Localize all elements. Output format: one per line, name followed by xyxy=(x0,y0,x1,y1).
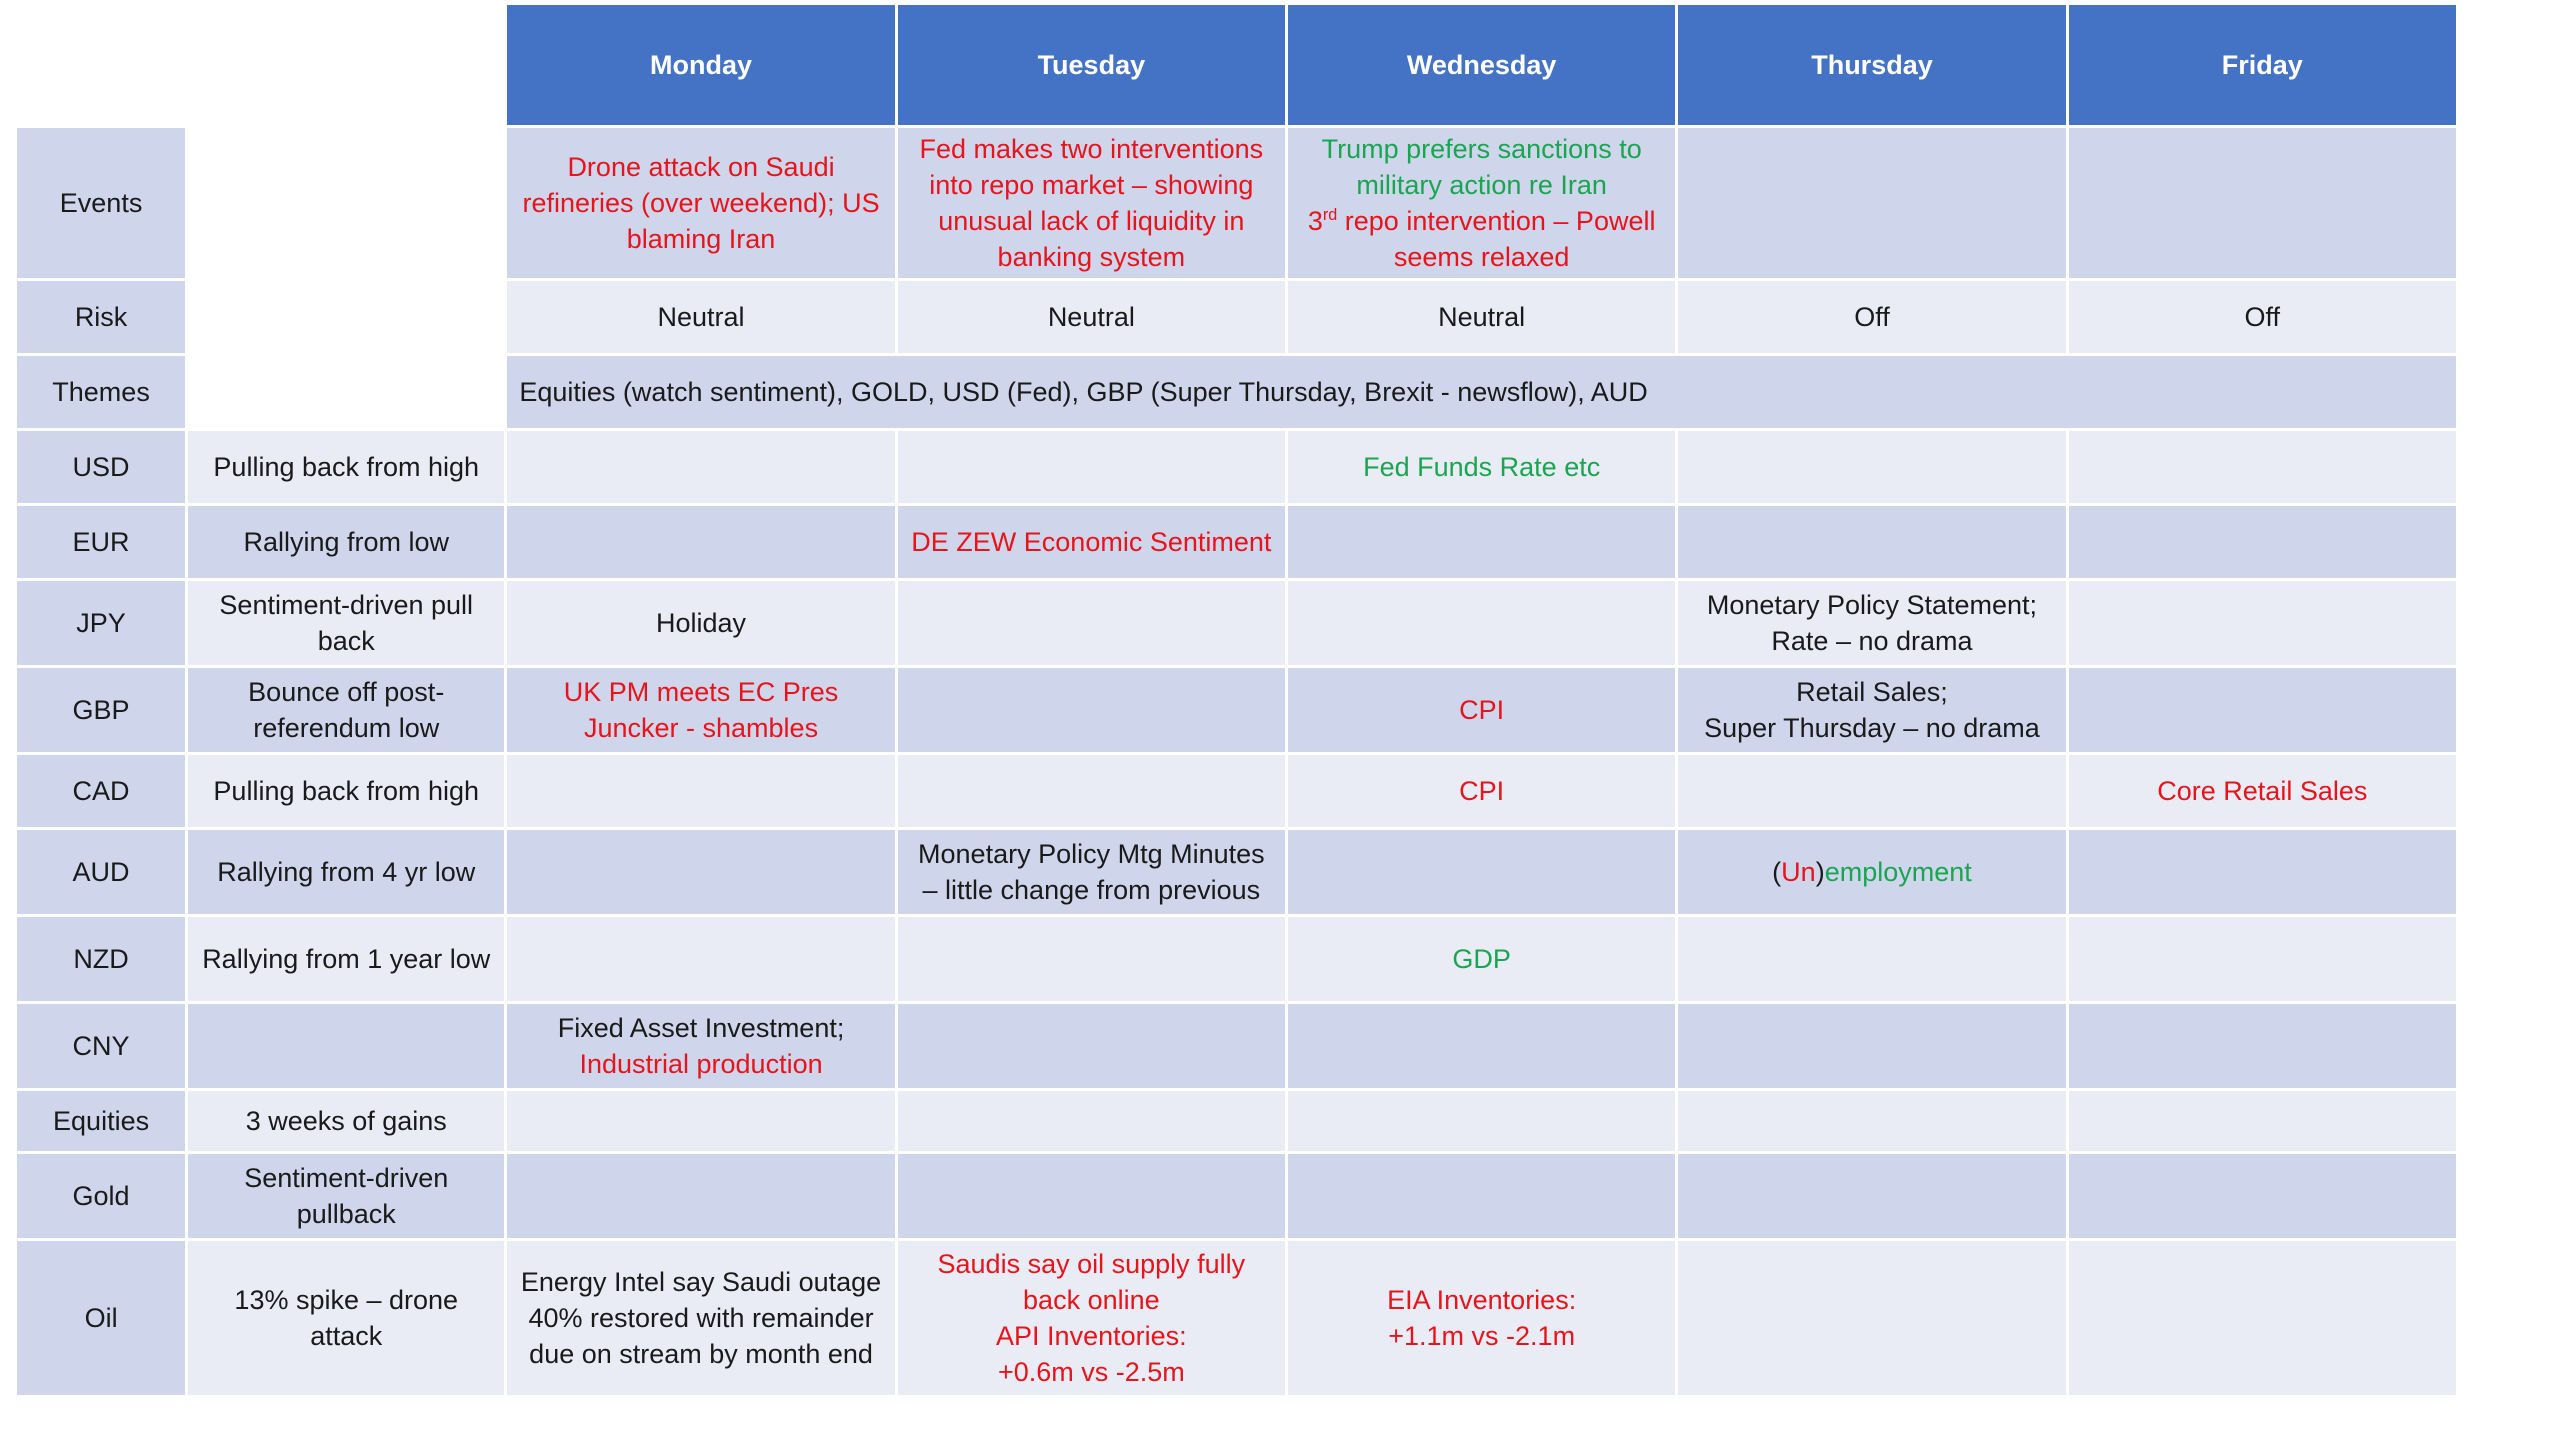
row-label-gbp: GBP xyxy=(17,668,185,752)
cny-monday-fai: Fixed Asset Investment; xyxy=(557,1013,845,1043)
row-label-eur: EUR xyxy=(17,506,185,578)
gbp-wednesday: CPI xyxy=(1288,668,1675,752)
gold-trend: Sentiment-driven pullback xyxy=(188,1154,504,1238)
nzd-row xyxy=(17,917,2456,1001)
row-label-gold: Gold xyxy=(17,1154,185,1238)
day-header-wednesday: Wednesday xyxy=(1288,5,1675,125)
cny-row xyxy=(17,1004,2456,1088)
row-label-cny: CNY xyxy=(17,1004,185,1088)
themes-row xyxy=(17,356,2456,428)
cny-trend xyxy=(188,1004,504,1088)
jpy-monday: Holiday xyxy=(507,581,894,665)
oil-tuesday: Saudis say oil supply fully back online API Inventories: +0.6m vs -2.5m xyxy=(898,1241,1285,1395)
gold-row xyxy=(17,1154,2456,1238)
aud-thursday: (Un)employment xyxy=(1678,830,2065,914)
row-label-equities: Equities xyxy=(17,1091,185,1151)
day-header-friday: Friday xyxy=(2069,5,2456,125)
day-header-tuesday: Tuesday xyxy=(898,5,1285,125)
oil-wednesday: EIA Inventories: +1.1m vs -2.1m xyxy=(1288,1241,1675,1395)
gbp-monday: UK PM meets EC Pres Juncker - shambles xyxy=(507,668,894,752)
themes-text: Equities (watch sentiment), GOLD, USD (Fed), GBP (Super Thursday, Brexit - newsflow), AUD xyxy=(507,356,2456,428)
row-label-aud: AUD xyxy=(17,830,185,914)
row-label-events: Events xyxy=(17,128,185,278)
row-label-jpy: JPY xyxy=(17,581,185,665)
jpy-trend: Sentiment-driven pull back xyxy=(188,581,504,665)
equities-trend: 3 weeks of gains xyxy=(188,1091,504,1151)
events-thursday xyxy=(1678,128,2065,278)
row-label-themes: Themes xyxy=(17,356,185,428)
aud-row xyxy=(17,830,2456,914)
gbp-trend: Bounce off post-referendum low xyxy=(188,668,504,752)
oil-trend: 13% spike – drone attack xyxy=(188,1241,504,1395)
cny-monday xyxy=(507,1004,894,1088)
equities-row xyxy=(17,1091,2456,1151)
day-header-monday: Monday xyxy=(507,5,894,125)
gbp-thursday-super: Super Thursday – no drama xyxy=(1704,713,2040,743)
events-tuesday: Fed makes two interventions into repo market – showing unusual lack of liquidity in banking system xyxy=(898,128,1285,278)
events-wednesday xyxy=(1288,128,1675,278)
events-wednesday-repo: 3rd repo intervention – Powell seems relaxed xyxy=(1307,206,1656,272)
cad-wednesday: CPI xyxy=(1288,755,1675,827)
cad-friday: Core Retail Sales xyxy=(2069,755,2456,827)
risk-thursday: Off xyxy=(1678,281,2065,353)
eur-tuesday: DE ZEW Economic Sentiment xyxy=(898,506,1285,578)
row-label-cad: CAD xyxy=(17,755,185,827)
risk-wednesday: Neutral xyxy=(1288,281,1675,353)
weekly-calendar-table xyxy=(14,2,2459,1398)
oil-row xyxy=(17,1241,2456,1395)
row-label-risk: Risk xyxy=(17,281,185,353)
oil-monday: Energy Intel say Saudi outage 40% restored with remainder due on stream by month end xyxy=(507,1241,894,1395)
eur-trend: Rallying from low xyxy=(188,506,504,578)
usd-row xyxy=(17,431,2456,503)
gbp-thursday-retail: Retail Sales; xyxy=(1796,677,1948,707)
events-row xyxy=(17,128,2456,278)
usd-trend: Pulling back from high xyxy=(188,431,504,503)
nzd-wednesday: GDP xyxy=(1288,917,1675,1001)
row-label-nzd: NZD xyxy=(17,917,185,1001)
gbp-row xyxy=(17,668,2456,752)
eur-row xyxy=(17,506,2456,578)
events-friday xyxy=(2069,128,2456,278)
events-monday: Drone attack on Saudi refineries (over weekend); US blaming Iran xyxy=(507,128,894,278)
day-header-thursday: Thursday xyxy=(1678,5,2065,125)
risk-tuesday: Neutral xyxy=(898,281,1285,353)
gbp-thursday xyxy=(1678,668,2065,752)
usd-wednesday: Fed Funds Rate etc xyxy=(1288,431,1675,503)
row-label-oil: Oil xyxy=(17,1241,185,1395)
events-wednesday-sanctions: Trump prefers sanctions to military action re Iran xyxy=(1321,134,1642,200)
cad-row xyxy=(17,755,2456,827)
aud-trend: Rallying from 4 yr low xyxy=(188,830,504,914)
jpy-thursday: Monetary Policy Statement; Rate – no drama xyxy=(1678,581,2065,665)
risk-monday: Neutral xyxy=(507,281,894,353)
day-header-row xyxy=(17,5,2456,125)
nzd-trend: Rallying from 1 year low xyxy=(188,917,504,1001)
risk-row xyxy=(17,281,2456,353)
row-label-usd: USD xyxy=(17,431,185,503)
aud-tuesday: Monetary Policy Mtg Minutes – little change from previous xyxy=(898,830,1285,914)
cny-monday-ip: Industrial production xyxy=(579,1049,823,1079)
cad-trend: Pulling back from high xyxy=(188,755,504,827)
risk-friday: Off xyxy=(2069,281,2456,353)
jpy-row xyxy=(17,581,2456,665)
